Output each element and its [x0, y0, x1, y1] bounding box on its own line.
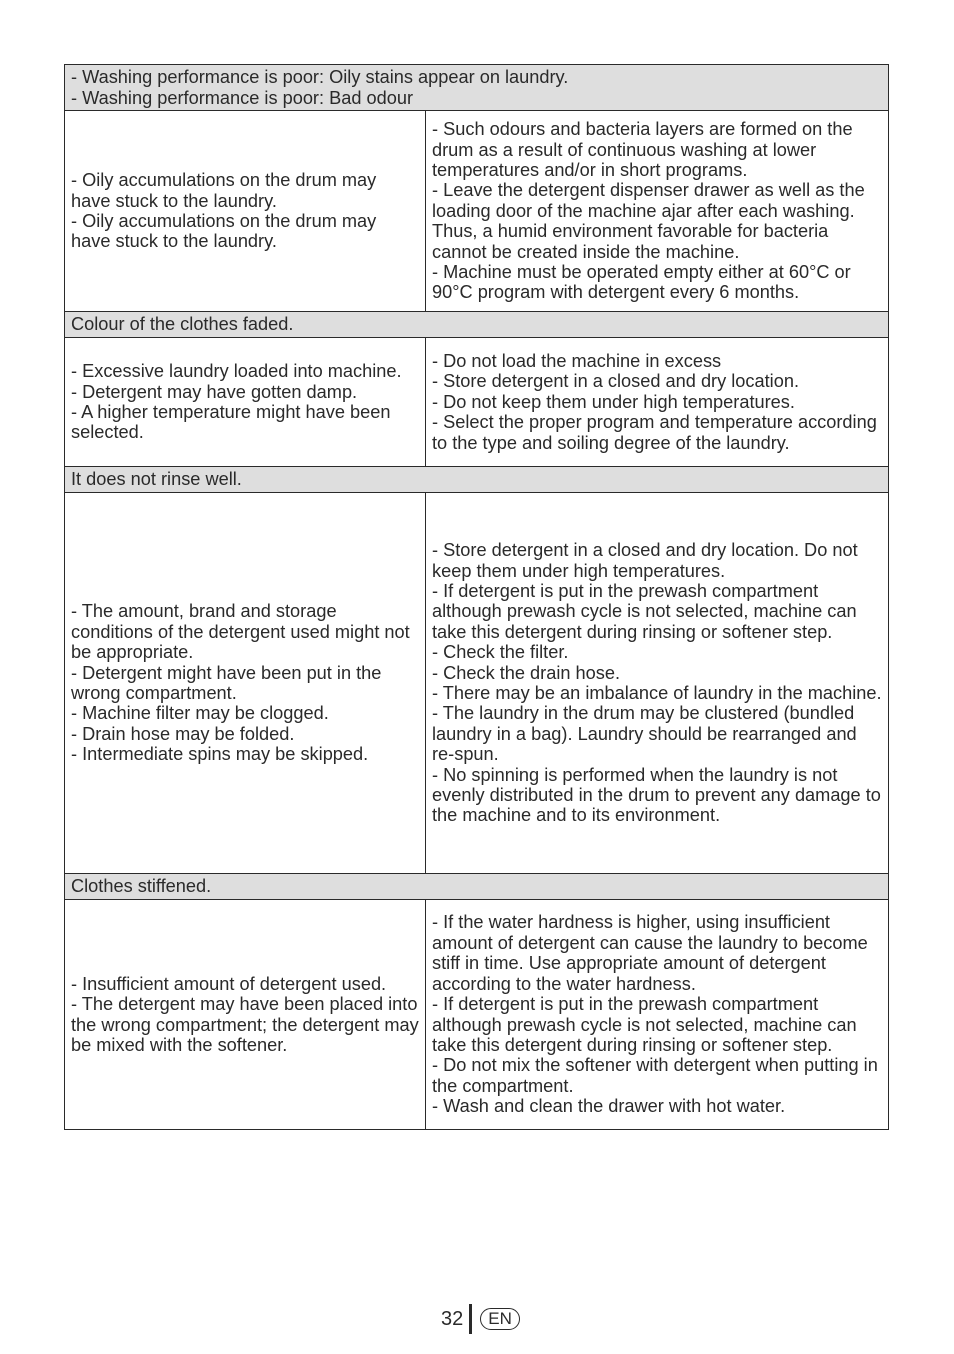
cause-cell — [65, 111, 426, 312]
remedy-cell — [426, 900, 889, 1130]
section-header-row — [65, 312, 889, 338]
page-number: 32 — [441, 1307, 464, 1330]
section-header-text: Colour of the clothes faded. — [71, 314, 294, 335]
section-header — [65, 65, 889, 111]
section-header-text: - Washing performance is poor: Oily stains appear on laundry. - Washing performance is poor: Bad odour — [71, 67, 569, 108]
remedy-cell — [426, 338, 889, 467]
cause-text: - Oily accumulations on the drum may have stuck to the laundry. - Oily accumulations on the drum may have stuck to the laundry. — [71, 170, 377, 252]
section-header-text: It does not rinse well. — [71, 469, 242, 490]
section-header-row — [65, 467, 889, 493]
cause-text: - Excessive laundry loaded into machine. - Detergent may have gotten damp. - A higher temperature might have been selected. — [71, 361, 402, 443]
section-body-row — [65, 900, 889, 1130]
section-header — [65, 874, 889, 900]
remedy-text: - Do not load the machine in excess - Store detergent in a closed and dry location. - Do not keep them under high temperatures. - Select the proper program and temperature according to the type and soiling degree of the laundry. — [432, 350, 877, 453]
section-header-row — [65, 874, 889, 900]
cause-cell — [65, 338, 426, 467]
troubleshooting-table — [64, 64, 889, 1130]
page-footer — [441, 1302, 520, 1336]
section-body-row — [65, 111, 889, 312]
remedy-cell — [426, 111, 889, 312]
cause-cell — [65, 900, 426, 1130]
remedy-cell — [426, 493, 889, 874]
cause-text: - Insufficient amount of detergent used. - The detergent may have been placed into the wrong compartment; the detergent may be mixed with the softener. — [71, 973, 419, 1055]
cause-text: - The amount, brand and storage conditions of the detergent used might not be appropriate. - Detergent might have been put in the wrong compartment. - Machine filter may be clogged. - Drain hose may be folded. - Intermediate spins may be skipped. — [71, 601, 410, 765]
section-body-row — [65, 338, 889, 467]
section-header — [65, 467, 889, 493]
remedy-text: - If the water hardness is higher, using insufficient amount of detergent can cause the laundry to become stiff in time. Use appropriate amount of detergent according to the water hardness. - If detergent is put in the prewash compartment although prewash cycle is not selected, machine can take this detergent during rinsing or softener step. - Do not mix the softener with detergent when putting in the compartment. - Wash and clean the drawer with hot water. — [432, 912, 878, 1117]
remedy-text: - Store detergent in a closed and dry location. Do not keep them under high temperatures. - If detergent is put in the prewash compartment although prewash cycle is not selected, machine can take this detergent during rinsing or softener step. - Check the filter. - Check the drain hose. - There may be an imbalance of laundry in the machine. - The laundry in the drum may be clustered (bundled laundry in a bag). Laundry should be rearranged and re-spun. - No spinning is performed when the laundry is not evenly distributed in the drum to prevent any damage to the machine and to its environment. — [432, 540, 882, 826]
remedy-text: - Such odours and bacteria layers are formed on the drum as a result of continuous washing at lower temperatures and/or in short programs. - Leave the detergent dispenser drawer as well as the loading door of the machine ajar after each washing. Thus, a humid environment favorable for bacteria cannot be created inside the machine. - Machine must be operated empty either at 60°C or 90°C program with detergent every 6 months. — [432, 119, 865, 303]
section-header-text: Clothes stiffened. — [71, 876, 212, 897]
section-header — [65, 312, 889, 338]
section-header-row — [65, 65, 889, 111]
language-badge: EN — [480, 1308, 520, 1330]
footer-divider — [469, 1304, 472, 1334]
cause-cell — [65, 493, 426, 874]
section-body-row — [65, 493, 889, 874]
